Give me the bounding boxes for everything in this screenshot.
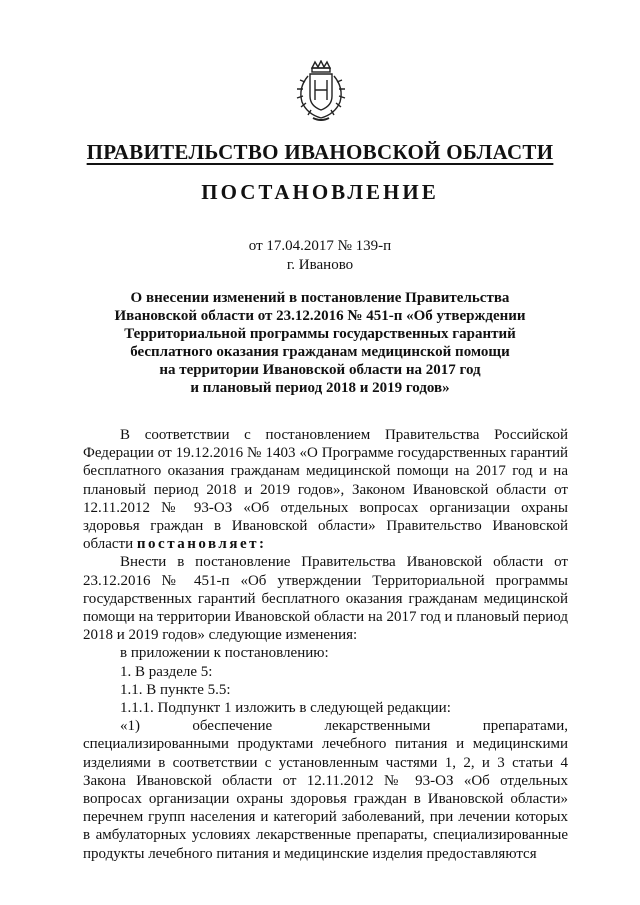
decree-word: постановляет: [136,536,267,553]
body-paragraph: 1. В разделе 5: [120,663,213,680]
body-paragraph-preamble: В соответствии с постановлением Правительства Российской Федерации от 19.12.2016 № 1403 «О Программе государственных гарантий бесплатного оказания гражданам медицинской помощи на 2017 год и на плановый период 2018 и 2019 годов», Законом Ивановской области от 12.11.2012 № 93-ОЗ «Об отдельных вопросах организации охраны здоровья граждан в Ивановской области» Правительство Ивановской области постановляет: [83,427,568,553]
document-body [83,426,568,863]
document-type: ПОСТАНОВЛЕНИЕ [201,180,439,204]
title-line: бесплатного оказания гражданам медицинской помощи [130,344,510,360]
organization-name: ПРАВИТЕЛЬСТВО ИВАНОВСКОЙ ОБЛАСТИ [86,140,554,164]
title-line: на территории Ивановской области на 2017 год [159,362,481,378]
document-title [100,289,540,397]
body-paragraph: «1) обеспечение лекарственными препаратами, специализированными продуктами лечебного питания и медицинскими изделиями в соответствии с установленным частями 1, 2, и 3 статьи 4 Закона Ивановской области от 12.11.2012 № 93-ОЗ «Об отдельных вопросах организации охраны здоровья граждан в Ивановской области» перечнем групп населения и категорий заболеваний, при лечении которых в амбулаторных условиях лекарственные препараты, специализированные продукты лечебного питания и медицинские изделия предоставляются [83,718,568,862]
coat-of-arms-emblem-icon [292,60,350,124]
body-paragraph: 1.1. В пункте 5.5: [120,681,231,698]
document-date-number: от 17.04.2017 № 139-п [248,238,392,254]
title-line: и плановый период 2018 и 2019 годов» [190,380,450,396]
title-line: Территориальной программы государственных гарантий [124,326,516,342]
title-line: Ивановской области от 23.12.2016 № 451-п «Об утверждении [114,308,526,324]
body-paragraph: 1.1.1. Подпункт 1 изложить в следующей редакции: [120,700,451,717]
body-paragraph: в приложении к постановлению: [120,645,329,662]
document-city: г. Иваново [286,257,354,273]
title-line: О внесении изменений в постановление Правительства [130,290,510,306]
body-paragraph: Внести в постановление Правительства Ивановской области от 23.12.2016 № 451-п «Об утверждении Территориальной программы государственных гарантий бесплатного оказания гражданам медицинской помощи на территории Ивановской области на 2017 год и плановый период 2018 и 2019 годов» следующие изменения: [83,554,568,644]
